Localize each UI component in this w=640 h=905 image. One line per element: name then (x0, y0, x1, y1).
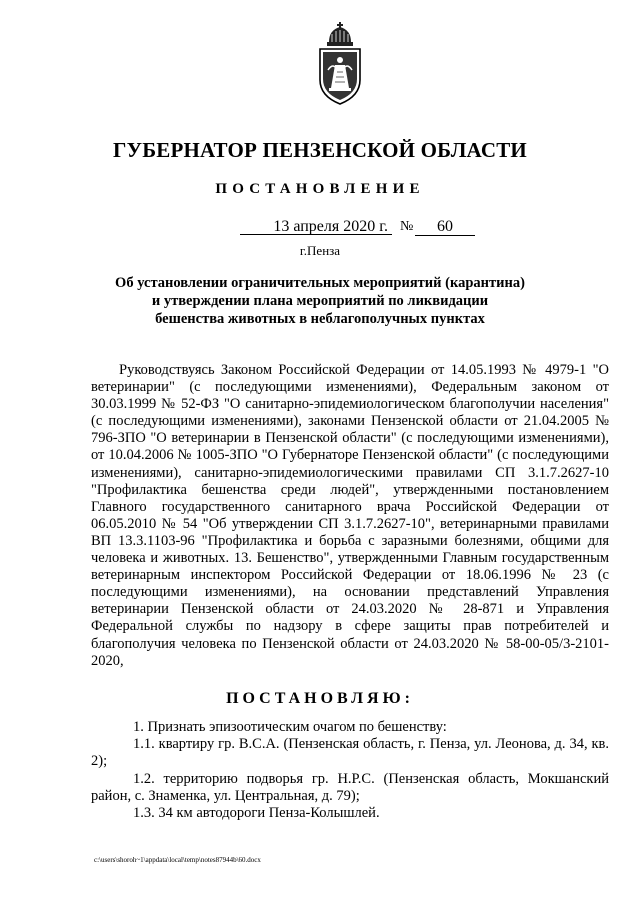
subject-line: бешенства животных в неблагополучных пунктах (155, 311, 485, 327)
decree-items (91, 719, 609, 822)
decree-number: 60 (415, 219, 475, 236)
document-type: ПОСТАНОВЛЕНИЕ (215, 181, 425, 197)
preamble (91, 362, 609, 670)
decree-date: 13 апреля 2020 г. (240, 219, 392, 235)
preamble-paragraph: Руководствуясь Законом Российской Федерации от 14.05.1993 № 4979-1 "О ветеринарии" (с последующими изменениями), Федеральным законом от 30.03.1999 № 52-ФЗ "О санитарно-эпидемиологическом благополучии населения" (с последующими изменениями), законами Пензенской области от 21.04.2005 № 796-ЗПО "О ветеринарии в Пензенской области" (с последующими изменениями), от 10.04.2006 № 1005-ЗПО "О Губернаторе Пензенской области" (с последующими изменениями), санитарно-эпидемиологическими правилами СП 3.1.7.2627-10 "Профилактика бешенства среди людей", утвержденными постановлением Главного государственного санитарного врача Российской Федерации от 06.05.2010 № 54 "Об утверждении СП 3.1.7.2627-10", ветеринарными правилами ВП 13.3.1103-96 "Профилактика и борьба с заразными болезнями, общими для человека и животных. 13. Бешенство", утвержденными Главным государственным ветеринарным инспектором Российской Федерации от 18.06.1996 № 23 (с последующими изменениями), на основании представлений Управления ветеринарии Пензенской области от 24.03.2020 № 28-871 и Управления Федеральной службы по надзору в сфере защиты прав потребителей и благополучия человека по Пензенской области от 24.03.2020 № 58-00-05/3-2101-2020, (91, 362, 609, 669)
resolve-heading: ПОСТАНОВЛЯЮ: (226, 690, 414, 707)
issuer-title: ГУБЕРНАТОР ПЕНЗЕНСКОЙ ОБЛАСТИ (113, 138, 527, 162)
penza-coat-of-arms-icon (315, 22, 365, 106)
subject-line: Об установлении ограничительных мероприятий (карантина) (115, 275, 525, 291)
decree-subject (0, 274, 640, 328)
subject-line: и утверждении плана мероприятий по ликвидации (151, 293, 489, 309)
decree-item: 1. Признать эпизоотическим очагом по бешенству: (133, 719, 447, 735)
city: г.Пенза (299, 243, 341, 258)
decree-item: 1.3. 34 км автодороги Пенза-Колышлей. (133, 805, 380, 822)
decree-item: 1.1. квартиру гр. В.С.А. (Пензенская область, г. Пенза, ул. Леонова, д. 34, кв. 2); (91, 736, 609, 770)
decree-item: 1.2. территорию подворья гр. Н.Р.С. (Пензенская область, Мокшанский район, с. Знаменка, ул. Центральная, д. 79); (91, 770, 609, 804)
number-label: № (400, 219, 414, 234)
file-path-footer: c:\users\shoroh~1\appdata\local\temp\notes87944b\60.docx (94, 856, 261, 864)
